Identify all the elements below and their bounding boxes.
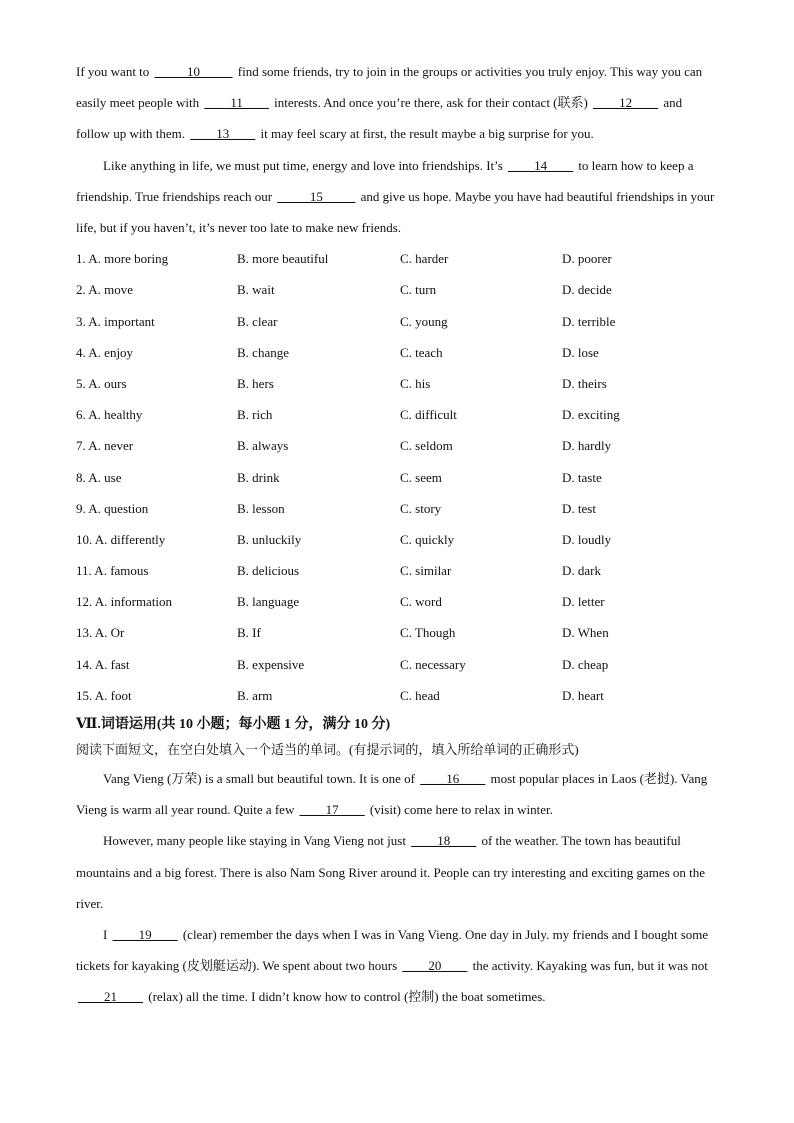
option-c[interactable]: C. story xyxy=(400,500,442,516)
option-d[interactable]: D. theirs xyxy=(562,375,607,391)
option-c[interactable]: C. necessary xyxy=(400,656,466,672)
option-b[interactable]: B. arm xyxy=(237,687,273,703)
option-d[interactable]: D. heart xyxy=(562,687,604,703)
option-row xyxy=(76,586,716,617)
option-d[interactable]: D. cheap xyxy=(562,656,609,672)
blank-19[interactable]: ____19____ xyxy=(112,927,178,943)
passage-b-paragraph-1: Vang Vieng (万荣) is a small but beautiful town. It is one of ____16____ most popular places in Laos (老挝). Vang Vieng is warm all year round. Quite a few ____17____ (visit) come here to relax in winter. xyxy=(76,771,708,818)
option-c[interactable]: C. difficult xyxy=(400,407,457,423)
option-d[interactable]: D. exciting xyxy=(562,407,620,423)
option-b[interactable]: B. always xyxy=(237,438,289,454)
option-d[interactable]: D. loudly xyxy=(562,531,612,547)
option-b[interactable]: B. clear xyxy=(237,313,278,329)
option-d[interactable]: D. When xyxy=(562,625,609,641)
section-heading: Ⅶ.词语运用(共 10 小题；每小题 1 分，满分 10 分) xyxy=(76,717,391,733)
option-c[interactable]: C. teach xyxy=(400,344,443,360)
option-b[interactable]: B. lesson xyxy=(237,500,285,516)
blank-20[interactable]: ____20____ xyxy=(402,958,468,974)
section-instruction: 阅读下面短文，在空白处填入一个适当的单词。(有提示词的，填入所给单词的正确形式) xyxy=(76,742,579,758)
option-b[interactable]: B. more beautiful xyxy=(237,251,329,267)
option-a[interactable]: 12. A. information xyxy=(76,594,173,610)
option-d[interactable]: D. letter xyxy=(562,594,605,610)
option-a[interactable]: 1. A. more boring xyxy=(76,251,169,267)
passage-a-paragraph-1: If you want to _____10_____ find some friends, try to join in the groups or activities you truly enjoy. This way you can easily meet people with ____11____ interests. And once you’re there, ask for their contact (联系) ____12____ and follow up with them. ____13____ it may feel scary at first, the result maybe a big surprise for you. xyxy=(76,64,703,142)
blank-10[interactable]: _____10_____ xyxy=(154,64,233,79)
blank-11[interactable]: ____11____ xyxy=(204,95,269,111)
option-row xyxy=(76,555,716,586)
option-d[interactable]: D. lose xyxy=(562,344,599,360)
passage-b-paragraph-2: However, many people like staying in Vang Vieng not just ____18____ of the weather. The town has beautiful mountains and a big forest. There is also Nam Song River around it. People can try interesting and exciting games on the river. xyxy=(76,833,706,911)
option-b[interactable]: B. expensive xyxy=(237,656,305,672)
option-a[interactable]: 14. A. fast xyxy=(76,656,130,672)
option-row xyxy=(76,649,716,680)
option-b[interactable]: B. hers xyxy=(237,375,274,391)
option-c[interactable]: C. word xyxy=(400,594,442,610)
option-d[interactable]: D. test xyxy=(562,500,596,516)
option-c[interactable]: C. similar xyxy=(400,563,452,579)
option-c[interactable]: C. Though xyxy=(400,625,456,641)
blank-13[interactable]: ____13____ xyxy=(190,126,256,142)
option-c[interactable]: C. seldom xyxy=(400,438,453,454)
option-a[interactable]: 5. A. ours xyxy=(76,375,127,391)
option-c[interactable]: C. quickly xyxy=(400,531,455,547)
option-b[interactable]: B. change xyxy=(237,344,289,360)
option-a[interactable]: 3. A. important xyxy=(76,313,155,329)
option-a[interactable]: 10. A. differently xyxy=(76,531,166,547)
option-d[interactable]: D. terrible xyxy=(562,313,616,329)
option-row xyxy=(76,617,716,648)
option-row xyxy=(76,274,716,305)
option-row xyxy=(76,399,716,430)
option-d[interactable]: D. dark xyxy=(562,563,601,579)
option-b[interactable]: B. drink xyxy=(237,469,280,485)
option-d[interactable]: D. hardly xyxy=(562,438,612,454)
option-d[interactable]: D. taste xyxy=(562,469,602,485)
option-a[interactable]: 15. A. foot xyxy=(76,687,132,703)
blank-14[interactable]: ____14____ xyxy=(508,157,574,173)
option-c[interactable]: C. turn xyxy=(400,282,437,298)
option-a[interactable]: 6. A. healthy xyxy=(76,407,143,423)
blank-16[interactable]: ____16____ xyxy=(420,771,486,787)
option-c[interactable]: C. his xyxy=(400,375,431,391)
blank-15[interactable]: _____15_____ xyxy=(277,188,356,204)
option-b[interactable]: B. If xyxy=(237,625,261,641)
passage-b-paragraph-3: I ____19____ (clear) remember the days when I was in Vang Vieng. One day in July. my friends and I bought some tickets for kayaking (皮划艇运动). We spent about two hours ____20____ the activity. Kayaking was fun, but it was not ____21____ (relax) all the time. I didn’t know how to control (控制) the boat sometimes. xyxy=(76,927,709,1005)
option-a[interactable]: 7. A. never xyxy=(76,438,134,454)
options-list xyxy=(76,243,716,711)
option-c[interactable]: C. harder xyxy=(400,251,449,267)
document-page xyxy=(76,56,716,1013)
option-row xyxy=(76,493,716,524)
option-row xyxy=(76,430,716,461)
blank-21[interactable]: ____21____ xyxy=(78,989,143,1005)
option-d[interactable]: D. decide xyxy=(562,282,612,298)
option-row xyxy=(76,368,716,399)
option-b[interactable]: B. unluckily xyxy=(237,531,302,547)
option-row xyxy=(76,337,716,368)
option-c[interactable]: C. young xyxy=(400,313,448,329)
option-b[interactable]: B. rich xyxy=(237,407,273,423)
option-a[interactable]: 13. A. Or xyxy=(76,625,125,641)
option-row xyxy=(76,306,716,337)
blank-18[interactable]: ____18____ xyxy=(411,833,477,849)
blank-17[interactable]: ____17____ xyxy=(299,802,365,818)
option-b[interactable]: B. language xyxy=(237,594,300,610)
passage-a-paragraph-2: Like anything in life, we must put time, energy and love into friendships. It’s ____14____ to learn how to keep a friendship. True friendships reach our _____15_____ and give us hope. Maybe you have had beautiful friendships in your life, but if you haven’t, it’s never too late to make new friends. xyxy=(76,157,715,236)
option-a[interactable]: 2. A. move xyxy=(76,282,134,298)
option-c[interactable]: C. head xyxy=(400,687,440,703)
option-row xyxy=(76,524,716,555)
option-row xyxy=(76,680,716,711)
option-c[interactable]: C. seem xyxy=(400,469,442,485)
option-a[interactable]: 11. A. famous xyxy=(76,563,149,579)
option-row xyxy=(76,243,716,274)
blank-12[interactable]: ____12____ xyxy=(593,95,659,111)
option-b[interactable]: B. delicious xyxy=(237,563,300,579)
option-a[interactable]: 8. A. use xyxy=(76,469,122,485)
option-d[interactable]: D. poorer xyxy=(562,251,612,267)
option-row xyxy=(76,462,716,493)
option-a[interactable]: 4. A. enjoy xyxy=(76,344,134,360)
option-a[interactable]: 9. A. question xyxy=(76,500,149,516)
option-b[interactable]: B. wait xyxy=(237,282,275,298)
